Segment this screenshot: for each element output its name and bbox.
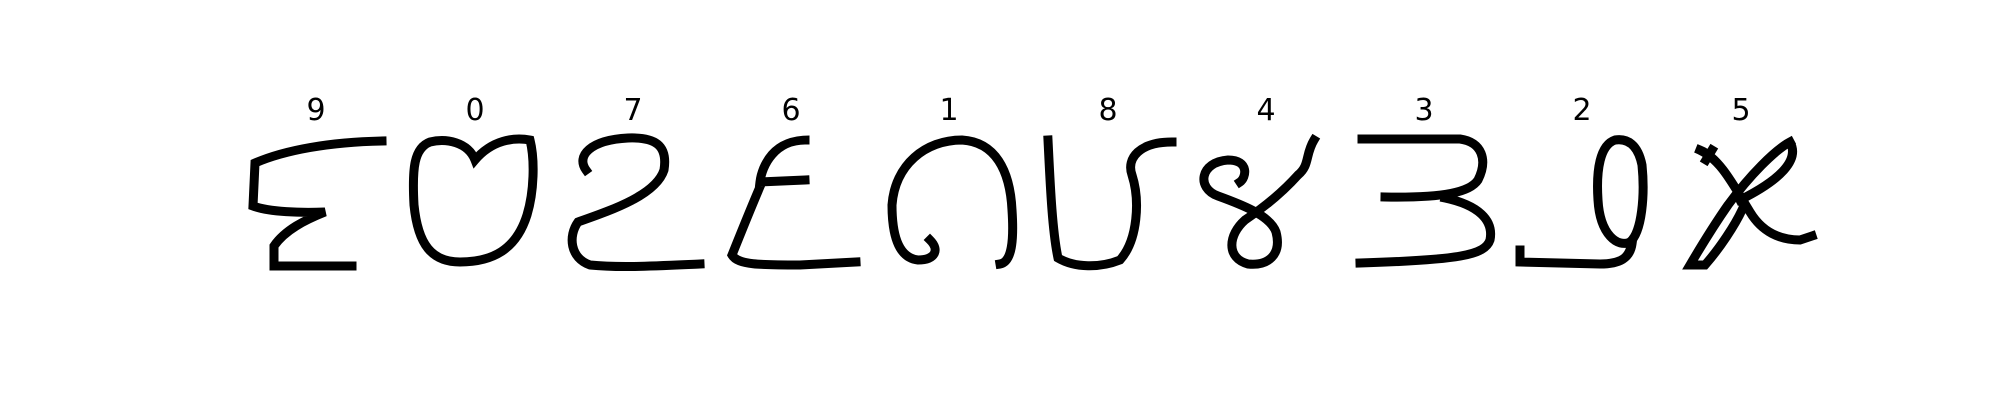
handwritten-glyph-5 [1048,140,1172,266]
panel-label-0: 9 [306,93,326,128]
handwritten-glyph-7 [1360,139,1491,263]
handwritten-glyph-8 [1520,140,1643,264]
panel-label-5: 8 [1098,93,1118,128]
panel-label-7: 3 [1414,93,1434,128]
handwritten-glyph-6 [1204,140,1314,264]
panel-label-3: 6 [781,93,801,128]
panel-label-9: 5 [1731,93,1751,128]
panel-label-4: 1 [939,93,959,128]
handwritten-glyph-0 [253,141,382,266]
handwritten-glyph-2 [572,138,700,267]
panel-label-6: 4 [1256,93,1276,128]
panel-label-2: 7 [623,93,643,128]
handwritten-glyph-4 [892,140,1013,264]
handwritten-glyph-9 [1690,142,1812,265]
handwritten-glyph-3 [732,140,856,265]
handwritten-glyph-1 [413,139,533,262]
panel-label-8: 2 [1572,93,1592,128]
panel-label-1: 0 [465,93,485,128]
